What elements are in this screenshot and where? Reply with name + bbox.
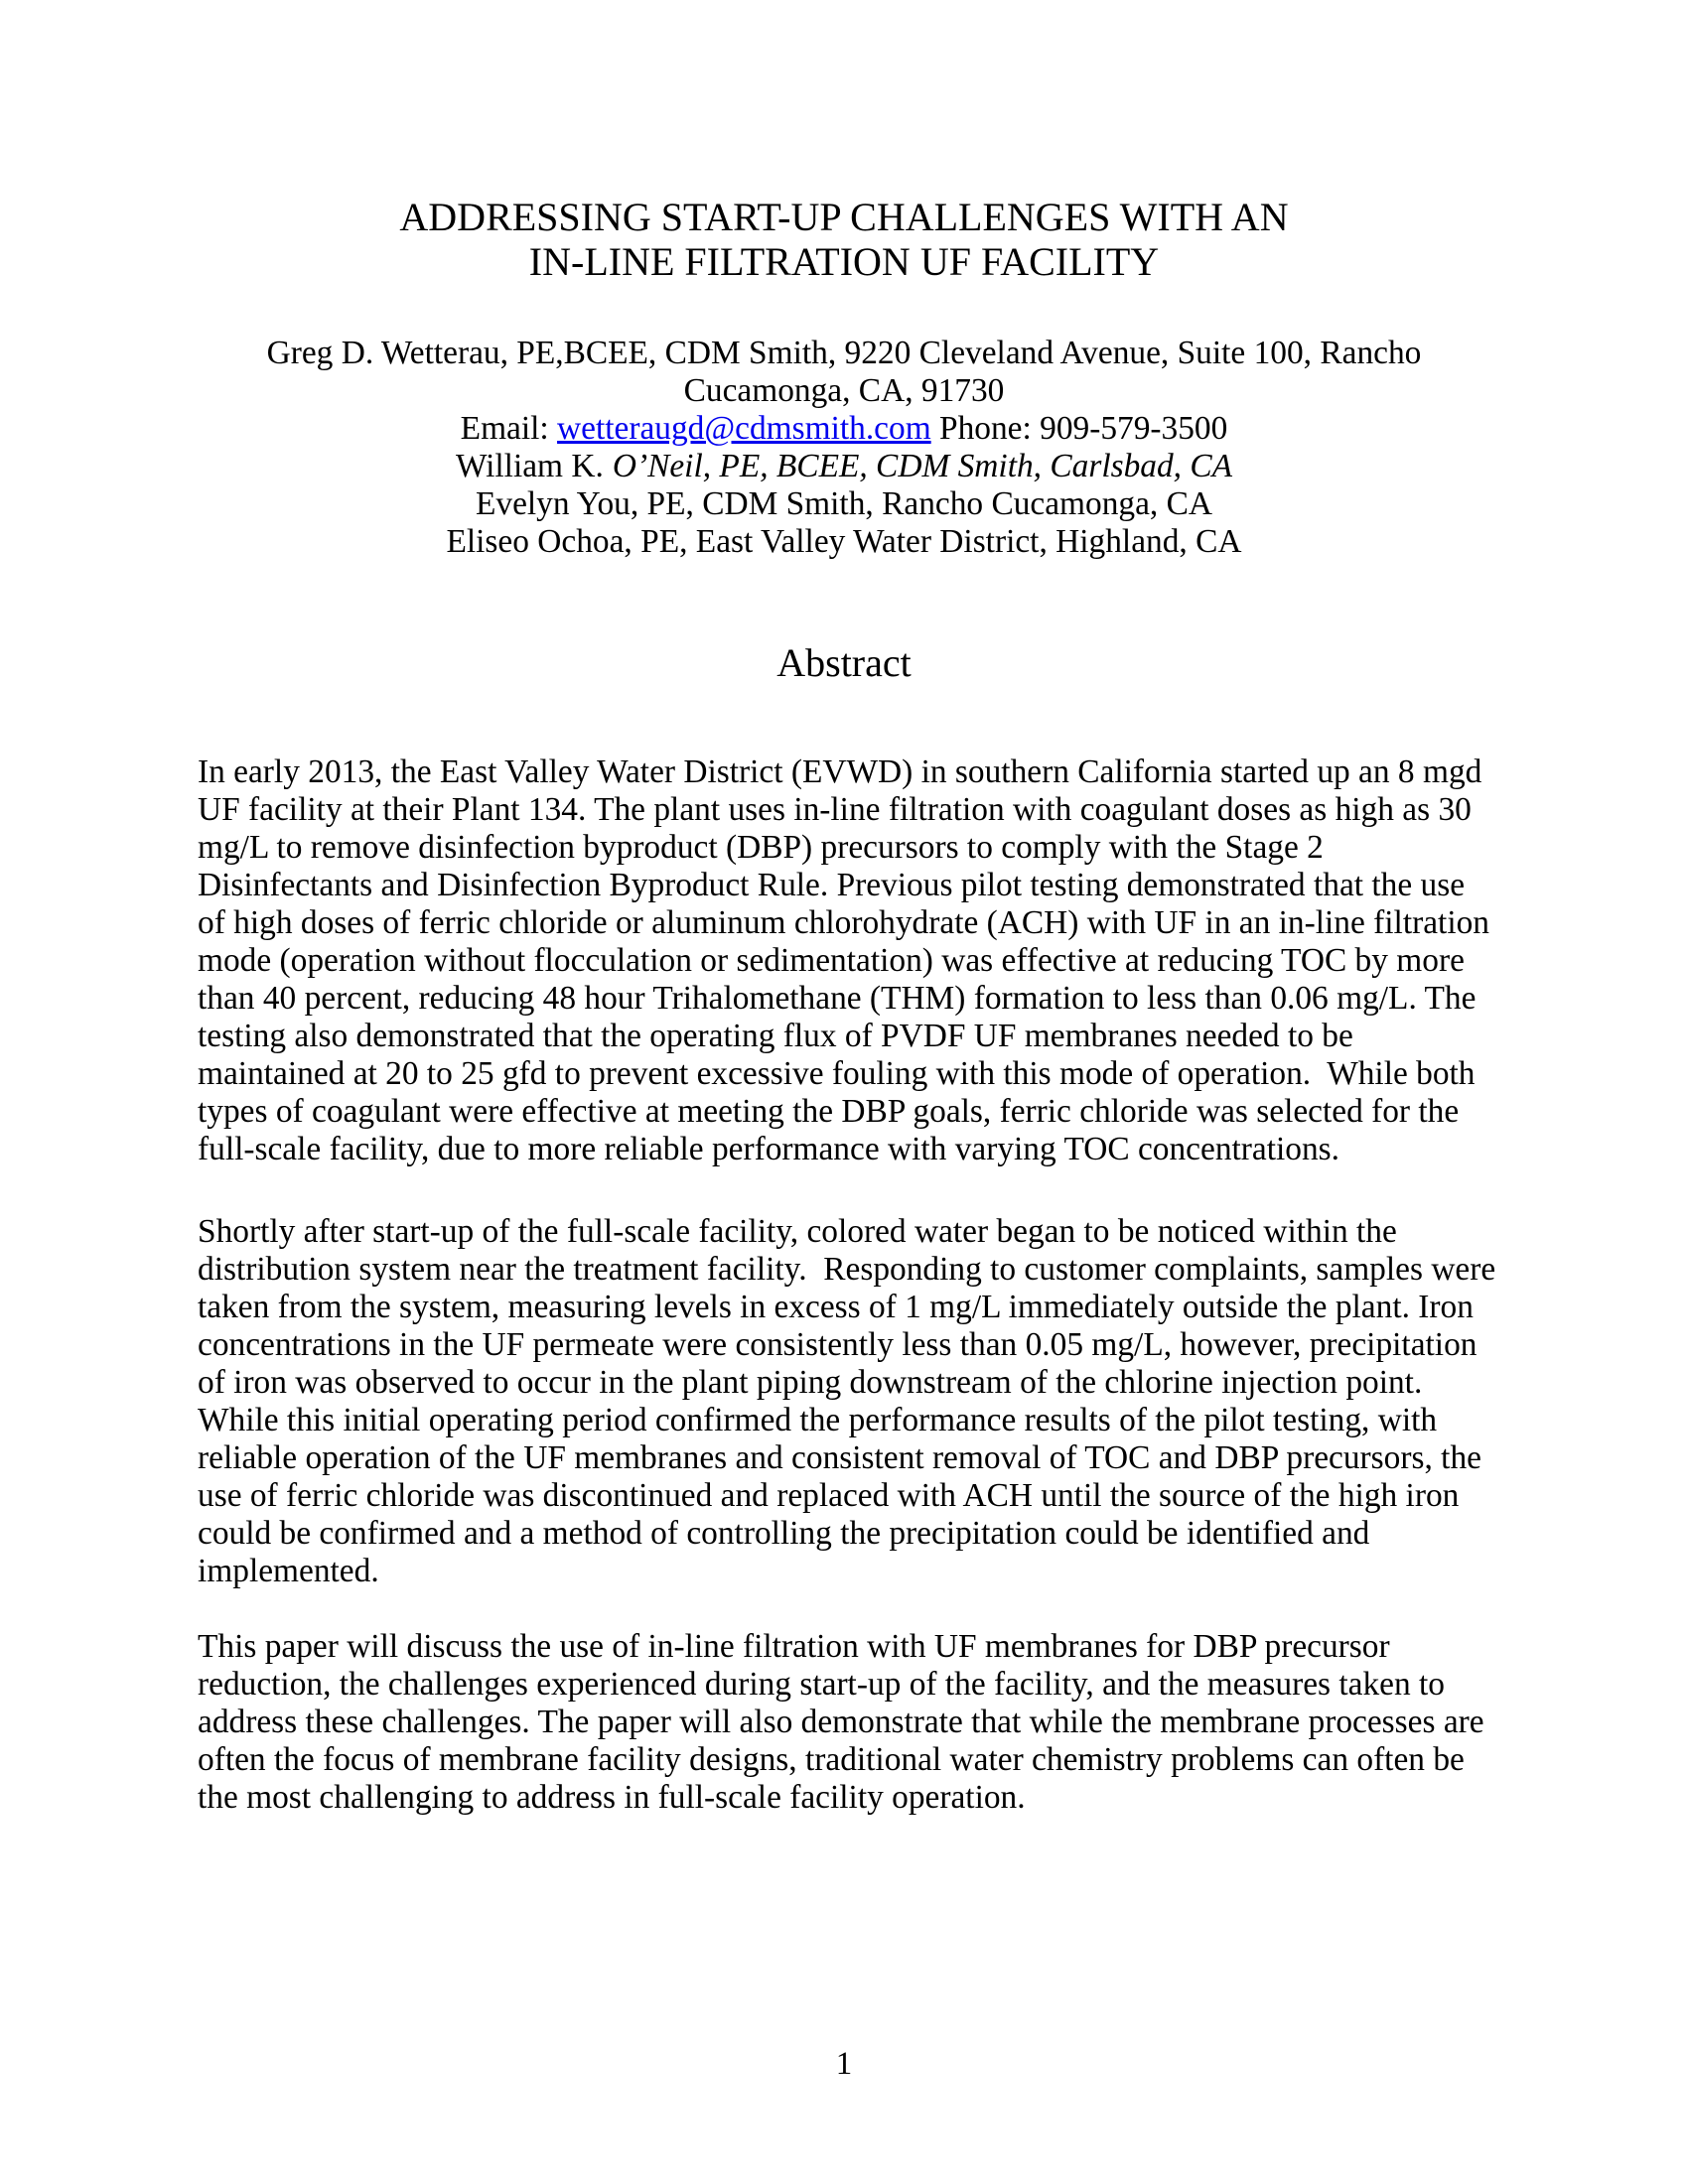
abstract-paragraph-1: In early 2013, the East Valley Water District (EVWD) in southern California started up an 8 mgd UF facility at their Plant 134. The plant uses in-line filtration with coagulant doses as high as 30 mg/L to remove disinfection byproduct (DBP) precursors to comply with the Stage 2 Disinfectants and Disinfection Byproduct Rule. Previous pilot testing demonstrated that the use of high doses of ferric chloride or aluminum chlorohydrate (ACH) with UF in an in-line filtration mode (operation without flocculation or sedimentation) was effective at reducing TOC by more than 40 percent, reducing 48 hour Trihalomethane (THM) formation to less than 0.06 mg/L. The testing also demonstrated that the operating flux of PVDF UF membranes needed to be maintained at 20 to 25 gfd to prevent excessive fouling with this mode of operation. While both types of coagulant were effective at meeting the DBP goals, ferric chloride was selected for the full-scale facility, due to more reliable performance with varying TOC concentrations. [198,753,1498,1167]
author-line-oneil [198,448,1490,485]
author-contact-line [198,410,1490,448]
abstract-paragraph-3: This paper will discuss the use of in-line filtration with UF membranes for DBP precursor reduction, the challenges experienced during start-up of the facility, and the measures taken to address these challenges. The paper will also demonstrate that while the membrane processes are often the focus of membrane facility designs, traditional water chemistry problems can often be the most challenging to address in full-scale facility operation. [198,1628,1492,1816]
email-label: Email: [460,410,558,447]
page-number: 1 [835,2046,853,2082]
author-address-line1: Greg D. Wetterau, PE,BCEE, CDM Smith, 9220 Cleveland Avenue, Suite 100, Rancho [266,335,1422,371]
abstract-paragraph-2: Shortly after start-up of the full-scale facility, colored water began to be noticed within the distribution system near the treatment facility. Responding to customer complaints, samples were taken from the system, measuring levels in excess of 1 mg/L immediately outside the plant. Iron concentrations in the UF permeate were consistently less than 0.05 mg/L, however, precipitation of iron was observed to occur in the plant piping downstream of the chlorine injection point. While this initial operating period confirmed the performance results of the pilot testing, with reliable operation of the UF membranes and consistent removal of TOC and DBP precursors, the use of ferric chloride was discontinued and replaced with ACH until the source of the high iron could be confirmed and a method of controlling the precipitation could be identified and implemented. [198,1213,1504,1589]
abstract-heading: Abstract [776,640,912,685]
paper-title [198,195,1490,284]
email-link[interactable]: wetteraugd@cdmsmith.com [557,410,931,447]
author-block [198,335,1490,561]
author-line-ochoa: Eliseo Ochoa, PE, East Valley Water District, Highland, CA [446,523,1242,560]
author-oneil-plain: William K. [455,448,604,484]
phone-text: Phone: 909-579-3500 [930,410,1228,447]
paper-title-line2: IN-LINE FILTRATION UF FACILITY [528,239,1160,284]
author-address-line2: Cucamonga, CA, 91730 [683,372,1005,409]
author-line-you: Evelyn You, PE, CDM Smith, Rancho Cucamonga, CA [475,485,1213,522]
paper-title-line1: ADDRESSING START-UP CHALLENGES WITH AN [399,195,1289,239]
author-oneil-italic: O’Neil, PE, BCEE, CDM Smith, Carlsbad, CA [612,448,1233,484]
